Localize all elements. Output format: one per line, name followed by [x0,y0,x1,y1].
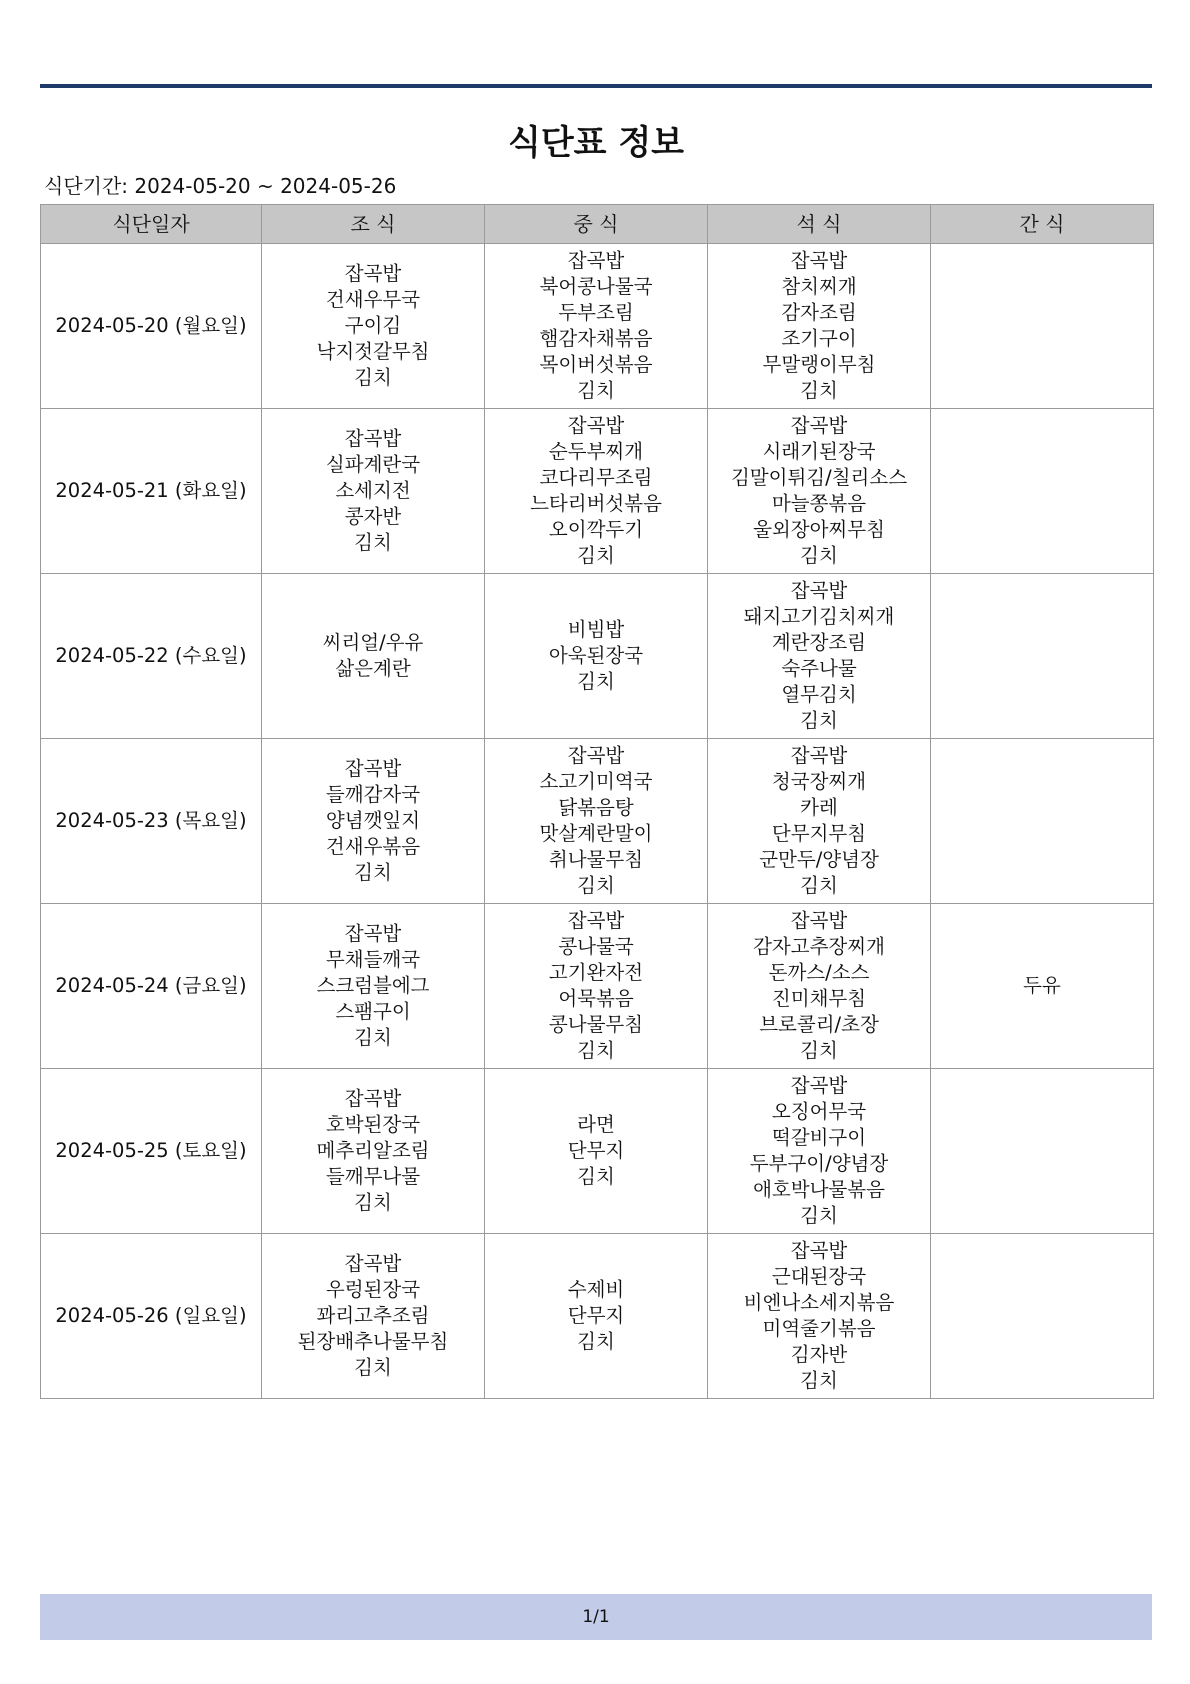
dinner-item: 숙주나물 [781,657,857,680]
breakfast-item: 꽈리고추조림 [316,1304,430,1327]
dinner-item: 김치 [800,544,838,567]
page-title: 식단표 정보 [507,123,685,163]
header-date: 식단일자 [41,205,262,244]
menu-date: 2024-05-24 (금요일) [41,904,262,1069]
breakfast-item: 호박된장국 [325,1113,421,1136]
dinner-item: 돼지고기김치찌개 [743,605,895,628]
breakfast-item: 잡곡밥 [344,1252,402,1275]
snack-cell [931,574,1154,739]
lunch-cell [485,904,708,1069]
header-breakfast: 조 식 [262,205,485,244]
lunch-cell [485,574,708,739]
top-divider [40,84,1152,88]
dinner-item: 마늘쫑볶음 [771,492,867,515]
breakfast-item: 들깨감자국 [325,783,421,806]
breakfast-item: 잡곡밥 [344,922,402,945]
menu-row [41,574,1154,739]
dinner-item: 잡곡밥 [790,414,848,437]
dinner-item: 잡곡밥 [790,909,848,932]
lunch-cell [485,1069,708,1234]
breakfast-item: 스팸구이 [335,1000,411,1023]
dinner-item: 잡곡밥 [790,1239,848,1262]
dinner-cell [708,904,931,1069]
breakfast-item: 김치 [354,1026,392,1049]
dinner-item: 무말랭이무침 [762,353,876,376]
breakfast-item: 씨리얼/우유 [322,631,424,654]
lunch-item: 오이깍두기 [548,518,644,541]
dinner-item: 열무김치 [781,683,857,706]
lunch-item: 햄감자채볶음 [539,327,653,350]
menu-date: 2024-05-22 (수요일) [41,574,262,739]
lunch-item: 잡곡밥 [567,414,625,437]
lunch-item: 소고기미역국 [539,770,653,793]
breakfast-cell [262,574,485,739]
lunch-item: 북어콩나물국 [539,275,653,298]
dinner-item: 군만두/양념장 [759,848,879,871]
page-indicator: 1/1 [582,1607,610,1627]
dinner-item: 김자반 [790,1343,848,1366]
snack-cell [931,1069,1154,1234]
lunch-item: 잡곡밥 [567,744,625,767]
breakfast-item: 우렁된장국 [325,1278,421,1301]
breakfast-item: 잡곡밥 [344,1087,402,1110]
snack-cell [931,904,1154,1069]
menu-table-header [41,205,1154,244]
dinner-item: 잡곡밥 [790,579,848,602]
breakfast-item: 건새우볶음 [325,835,421,858]
breakfast-cell [262,1234,485,1399]
menu-table-body [41,244,1154,1399]
menu-date: 2024-05-20 (월요일) [41,244,262,409]
dinner-item: 잡곡밥 [790,1074,848,1097]
menu-date: 2024-05-23 (목요일) [41,739,262,904]
dinner-item: 떡갈비구이 [771,1126,867,1149]
dinner-cell [708,574,931,739]
dinner-item: 감자고추장찌개 [753,935,885,958]
dinner-item: 잡곡밥 [790,249,848,272]
breakfast-item: 잡곡밥 [344,427,402,450]
breakfast-item: 잡곡밥 [344,262,402,285]
lunch-item: 김치 [577,874,615,897]
dinner-item: 오징어무국 [771,1100,867,1123]
menu-row [41,244,1154,409]
lunch-item: 단무지 [567,1304,625,1327]
page-footer [40,1594,1152,1640]
breakfast-item: 실파계란국 [325,453,421,476]
dinner-item: 잡곡밥 [790,744,848,767]
dinner-cell [708,244,931,409]
breakfast-item: 잡곡밥 [344,757,402,780]
lunch-item: 고기완자전 [548,961,644,984]
lunch-item: 두부조림 [558,301,634,324]
dinner-item: 울외장아찌무침 [753,518,885,541]
dinner-item: 시래기된장국 [762,440,876,463]
breakfast-cell [262,244,485,409]
lunch-item: 김치 [577,1039,615,1062]
lunch-cell [485,409,708,574]
dinner-cell [708,1069,931,1234]
breakfast-item: 건새우무국 [325,288,421,311]
breakfast-item: 무채들깨국 [325,948,421,971]
dinner-cell [708,409,931,574]
header-lunch: 중 식 [485,205,708,244]
dinner-item: 돈까스/소스 [768,961,870,984]
dinner-item: 김치 [800,874,838,897]
menu-date: 2024-05-21 (화요일) [41,409,262,574]
lunch-item: 목이버섯볶음 [539,353,653,376]
dinner-item: 카레 [800,796,838,819]
menu-date: 2024-05-26 (일요일) [41,1234,262,1399]
dinner-item: 참치찌개 [781,275,857,298]
snack-item: 두유 [1023,974,1061,997]
lunch-item: 취나물무침 [548,848,644,871]
breakfast-item: 소세지전 [335,479,411,502]
header-snack: 간 식 [931,205,1154,244]
menu-date: 2024-05-25 (토요일) [41,1069,262,1234]
lunch-item: 콩나물무침 [548,1013,644,1036]
dinner-item: 두부구이/양념장 [749,1152,889,1175]
lunch-item: 김치 [577,1165,615,1188]
dinner-item: 브로콜리/초장 [759,1013,879,1036]
breakfast-item: 콩자반 [344,505,402,528]
breakfast-item: 김치 [354,366,392,389]
breakfast-item: 양념깻잎지 [325,809,421,832]
lunch-item: 김치 [577,544,615,567]
breakfast-item: 삶은계란 [335,657,411,680]
breakfast-cell [262,1069,485,1234]
breakfast-item: 메추리알조림 [316,1139,430,1162]
menu-row [41,409,1154,574]
lunch-item: 잡곡밥 [567,249,625,272]
lunch-item: 김치 [577,1330,615,1353]
breakfast-item: 김치 [354,531,392,554]
menu-row [41,739,1154,904]
dinner-item: 미역줄기볶음 [762,1317,876,1340]
lunch-item: 비빔밥 [567,618,625,641]
snack-cell [931,739,1154,904]
dinner-item: 근대된장국 [771,1265,867,1288]
snack-cell [931,1234,1154,1399]
lunch-item: 수제비 [567,1278,625,1301]
lunch-item: 순두부찌개 [548,440,644,463]
lunch-item: 아욱된장국 [548,644,644,667]
menu-row [41,1069,1154,1234]
lunch-item: 단무지 [567,1139,625,1162]
menu-period: 식단기간: 2024-05-20 ~ 2024-05-26 [44,174,397,198]
lunch-cell [485,1234,708,1399]
header-dinner: 석 식 [708,205,931,244]
dinner-item: 애호박나물볶음 [753,1178,885,1201]
lunch-cell [485,244,708,409]
lunch-item: 코다리무조림 [539,466,653,489]
dinner-item: 계란장조림 [771,631,867,654]
breakfast-item: 된장배추나물무침 [297,1330,449,1353]
dinner-item: 단무지무침 [771,822,867,845]
menu-table [40,204,1154,1399]
lunch-item: 느타리버섯볶음 [530,492,662,515]
dinner-item: 비엔나소세지볶음 [743,1291,895,1314]
lunch-item: 닭볶음탕 [558,796,634,819]
snack-cell [931,244,1154,409]
lunch-item: 김치 [577,379,615,402]
lunch-item: 라면 [577,1113,615,1136]
dinner-item: 김말이튀김/칠리소스 [730,466,908,489]
dinner-cell [708,739,931,904]
dinner-item: 김치 [800,1039,838,1062]
dinner-item: 김치 [800,379,838,402]
breakfast-item: 낙지젓갈무침 [316,340,430,363]
dinner-cell [708,1234,931,1399]
dinner-item: 청국장찌개 [771,770,867,793]
lunch-item: 맛살계란말이 [539,822,653,845]
lunch-item: 어묵볶음 [558,987,634,1010]
dinner-item: 김치 [800,709,838,732]
lunch-item: 콩나물국 [558,935,634,958]
dinner-item: 조기구이 [781,327,857,350]
snack-cell [931,409,1154,574]
lunch-item: 잡곡밥 [567,909,625,932]
breakfast-item: 김치 [354,861,392,884]
menu-row [41,1234,1154,1399]
dinner-item: 김치 [800,1369,838,1392]
header-row [41,205,1154,244]
breakfast-item: 스크럼블에그 [316,974,430,997]
menu-row [41,904,1154,1069]
breakfast-item: 김치 [354,1191,392,1214]
breakfast-cell [262,739,485,904]
breakfast-item: 김치 [354,1356,392,1379]
dinner-item: 감자조림 [781,301,857,324]
breakfast-item: 들깨무나물 [325,1165,421,1188]
dinner-item: 진미채무침 [771,987,867,1010]
breakfast-cell [262,904,485,1069]
lunch-item: 김치 [577,670,615,693]
breakfast-item: 구이김 [344,314,402,337]
breakfast-cell [262,409,485,574]
lunch-cell [485,739,708,904]
dinner-item: 김치 [800,1204,838,1227]
